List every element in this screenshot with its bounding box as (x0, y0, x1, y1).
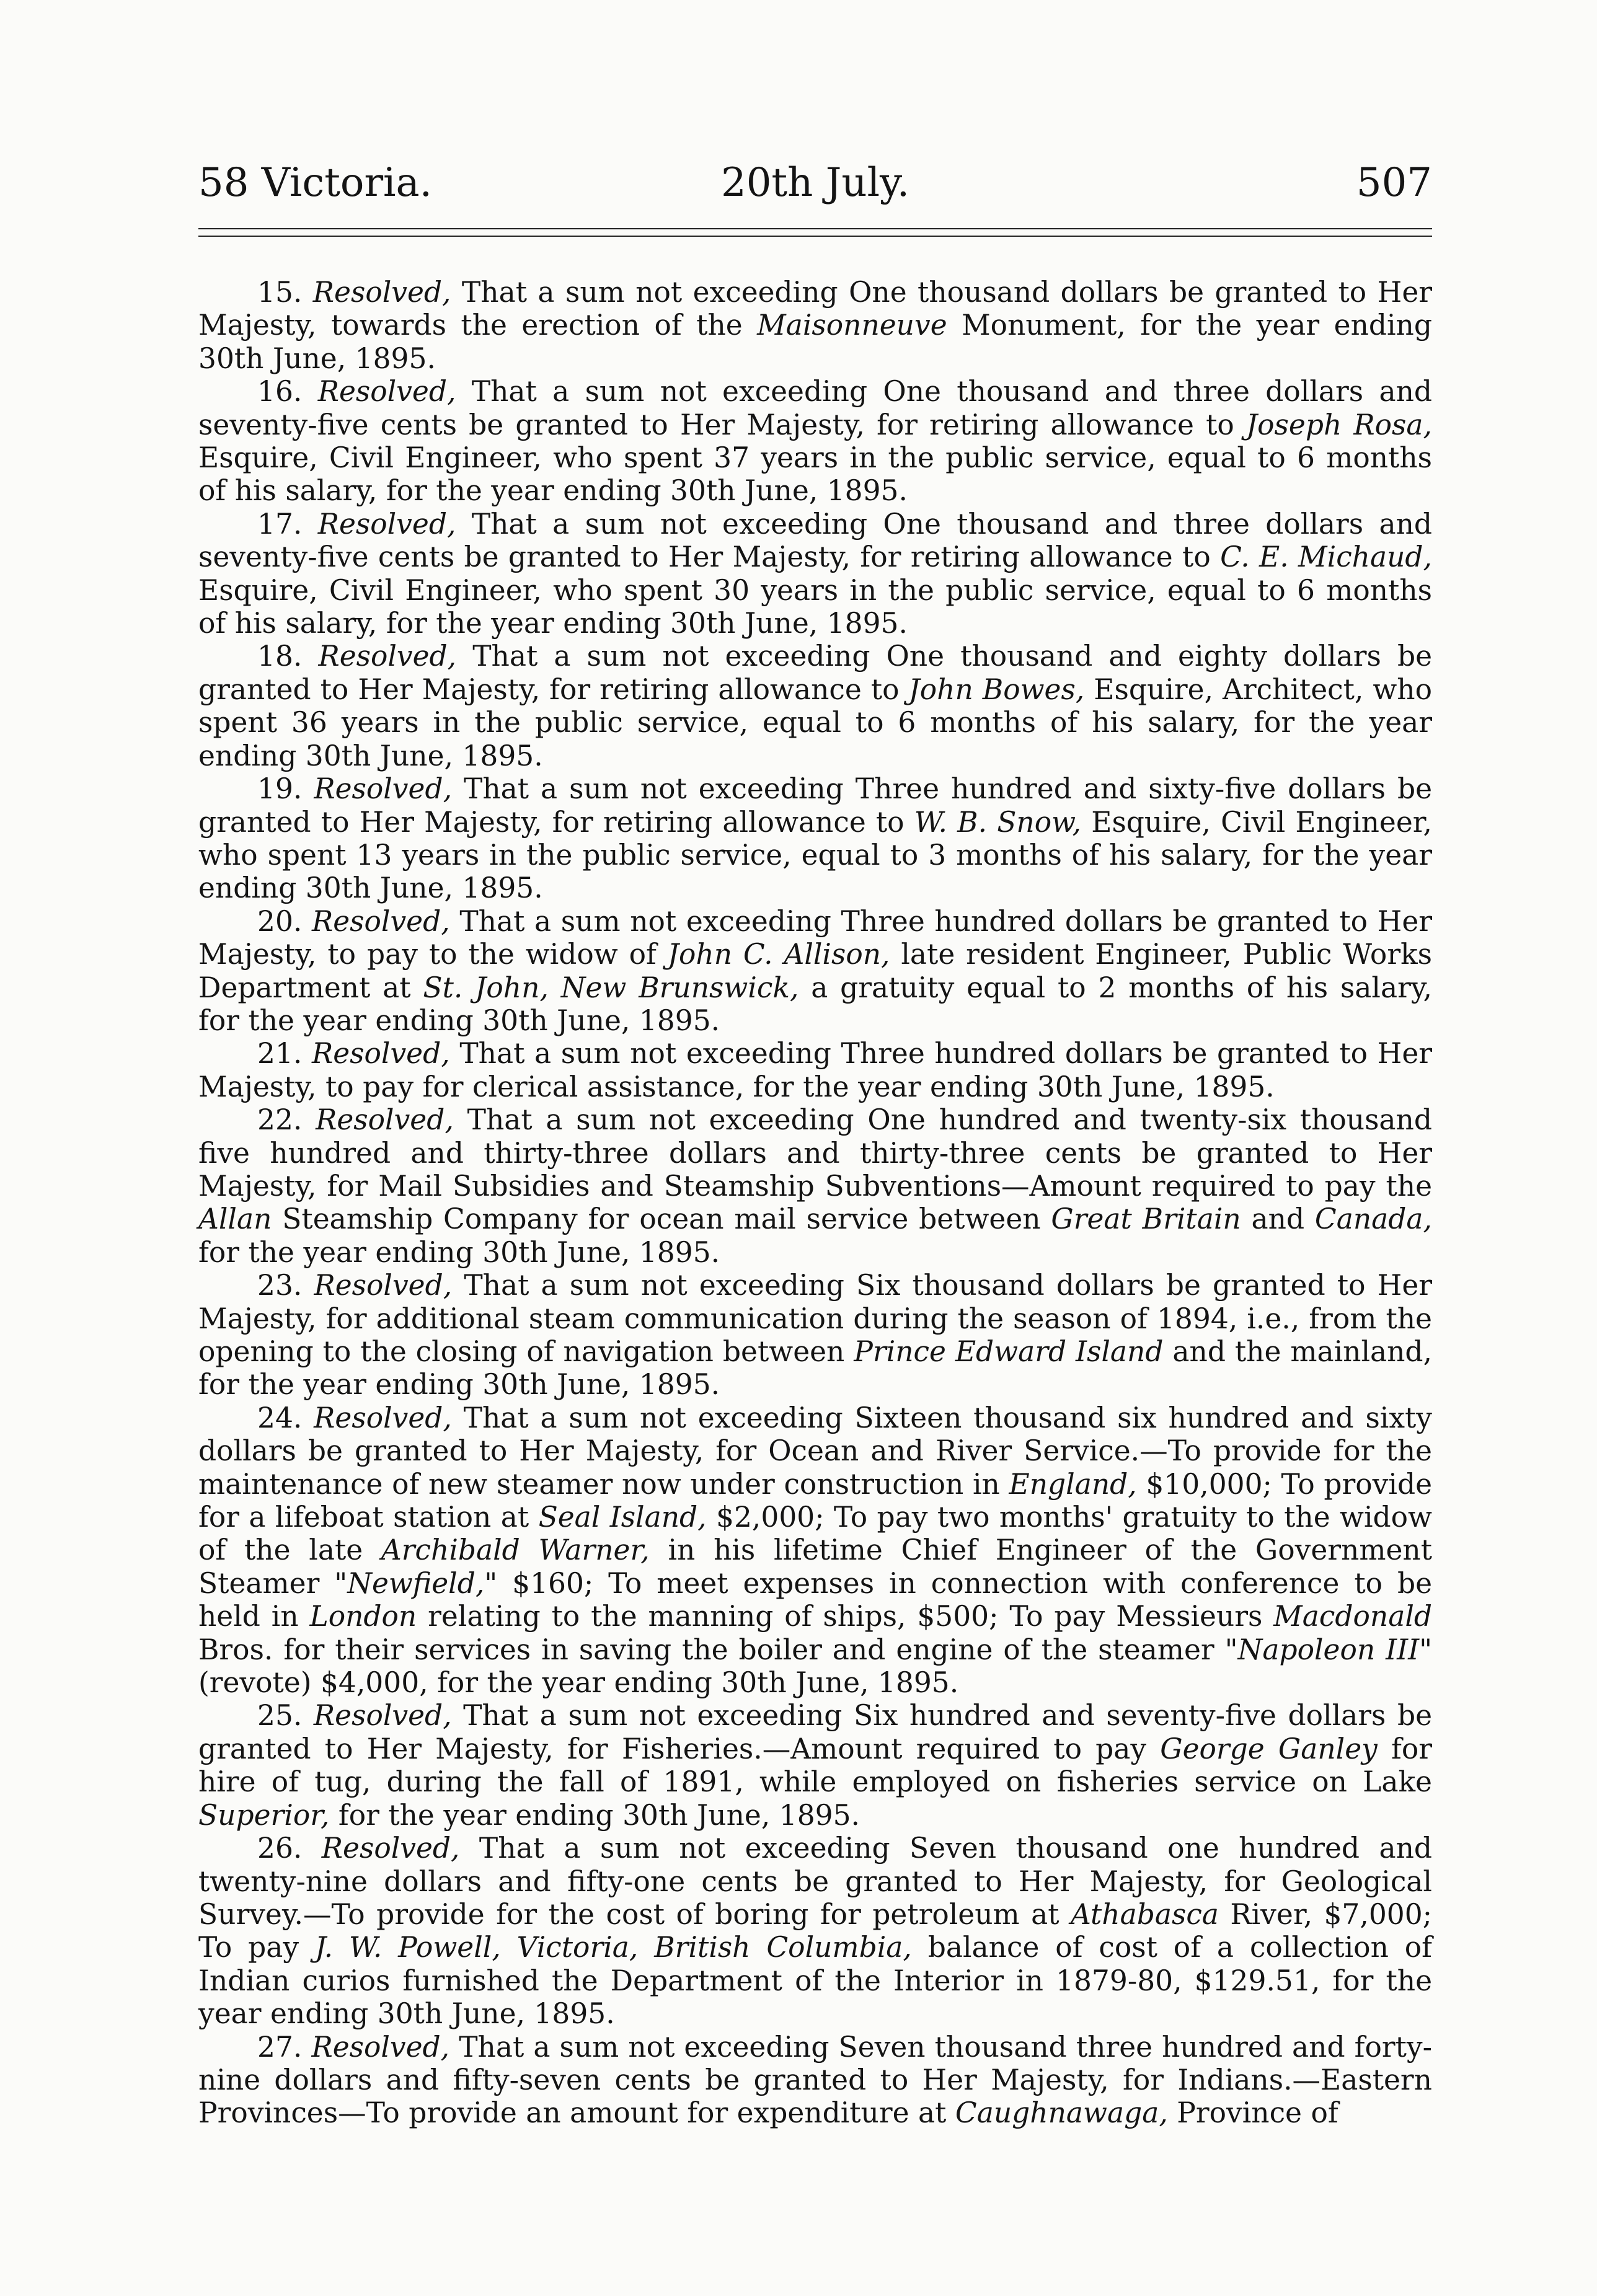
page-number: 507 (1356, 160, 1432, 206)
resolutions-body (198, 276, 1432, 2130)
resolution-24: 24. Resolved, That a sum not exceeding Sixteen thousand six hundred and sixty dollars be granted to Her Majesty, for Ocean and River Service.—To provide for the maintenance of new steamer now under construction in England, $10,000; To provide for a lifeboat station at Seal Island, $2,000; To pay two months' gratuity to the widow of the late Archibald Warner, in his lifetime Chief Engineer of the Government Steamer "Newfield," $160; To meet expenses in connection with conference to be held in London relating to the manning of ships, $500; To pay Messieurs Macdonald Bros. for their services in saving the boiler and engine of the steamer "Napoleon III" (revote) $4,000, for the year ending 30th June, 1895. (198, 1401, 1433, 1700)
header-date: 20th July. (720, 160, 910, 206)
resolution-16: 16. Resolved, That a sum not exceeding One thousand and three dollars and seventy-five cents be granted to Her Majesty, for retiring allowance to Joseph Rosa, Esquire, Civil Engineer, who spent 37 years in the public service, equal to 6 months of his salary, for the year ending 30th June, 1895. (198, 375, 1432, 508)
header-session: 58 Victoria. (198, 160, 432, 206)
resolution-26: 26. Resolved, That a sum not exceeding Seven thousand one hundred and twenty-nine dollars and fifty-one cents be granted to Her Majesty, for Geological Survey.—To provide for the cost of boring for petroleum at Athabasca River, $7,000; To pay J. W. Powell, Victoria, British Columbia, balance of cost of a collection of Indian curios furnished the Department of the Interior in 1879-80, $129.51, for the year ending 30th June, 1895. (198, 1832, 1433, 2031)
resolution-25: 25. Resolved, That a sum not exceeding Six hundred and seventy-five dollars be granted to Her Majesty, for Fisheries.—Amount required to pay George Ganley for hire of tug, during the fall of 1891, while employed on fisheries service on Lake Superior, for the year ending 30th June, 1895. (198, 1699, 1432, 1832)
resolution-20: 20. Resolved, That a sum not exceeding Three hundred dollars be granted to Her Majesty, to pay to the widow of John C. Allison, late resident Engineer, Public Works Department at St. John, New Brunswick, a gratuity equal to 2 months of his salary, for the year ending 30th June, 1895. (198, 904, 1432, 1037)
header-rule-top (198, 228, 1432, 229)
resolution-19: 19. Resolved, That a sum not exceeding Three hundred and sixty-five dollars be granted to Her Majesty, for retiring allowance to W. B. Snow, Esquire, Civil Engineer, who spent 13 years in the public service, equal to 3 months of his salary, for the year ending 30th June, 1895. (198, 772, 1433, 905)
resolution-23: 23. Resolved, That a sum not exceeding Six thousand dollars be granted to Her Majesty, for additional steam communication during the season of 1894, i.e., from the opening to the closing of navigation between Prince Edward Island and the mainland, for the year ending 30th June, 1895. (198, 1269, 1433, 1402)
resolution-15: 15. Resolved, That a sum not exceeding One thousand dollars be granted to Her Majesty, towards the erection of the Maisonneuve Monument, for the year ending 30th June, 1895. (198, 276, 1432, 375)
resolution-22: 22. Resolved, That a sum not exceeding One hundred and twenty-six thousand five hundred and thirty-three dollars and thirty-three cents be granted to Her Majesty, for Mail Subsidies and Steamship Subventions—Amount required to pay the Allan Steamship Company for ocean mail service between Great Britain and Canada, for the year ending 30th June, 1895. (198, 1103, 1433, 1269)
resolution-18: 18. Resolved, That a sum not exceeding One thousand and eighty dollars be granted to Her Majesty, for retiring allowance to John Bowes, Esquire, Architect, who spent 36 years in the public service, equal to 6 months of his salary, for the year ending 30th June, 1895. (198, 640, 1432, 772)
journal-page (198, 149, 1433, 2130)
resolution-17: 17. Resolved, That a sum not exceeding One thousand and three dollars and seventy-five cents be granted to Her Majesty, for retiring allowance to C. E. Michaud, Esquire, Civil Engineer, who spent 30 years in the public service, equal to 6 months of his salary, for the year ending 30th June, 1895. (198, 507, 1432, 640)
running-header (198, 149, 1432, 217)
resolution-27: 27. Resolved, That a sum not exceeding Seven thousand three hundred and forty-nine dollars and fifty-seven cents be granted to Her Majesty, for Indians.—Eastern Provinces—To provide an amount for expenditure at Caughnawaga, Province of (198, 2030, 1433, 2130)
header-rule-bottom (198, 236, 1432, 237)
resolution-21: 21. Resolved, That a sum not exceeding Three hundred dollars be granted to Her Majesty, to pay for clerical assistance, for the year ending 30th June, 1895. (198, 1037, 1432, 1103)
